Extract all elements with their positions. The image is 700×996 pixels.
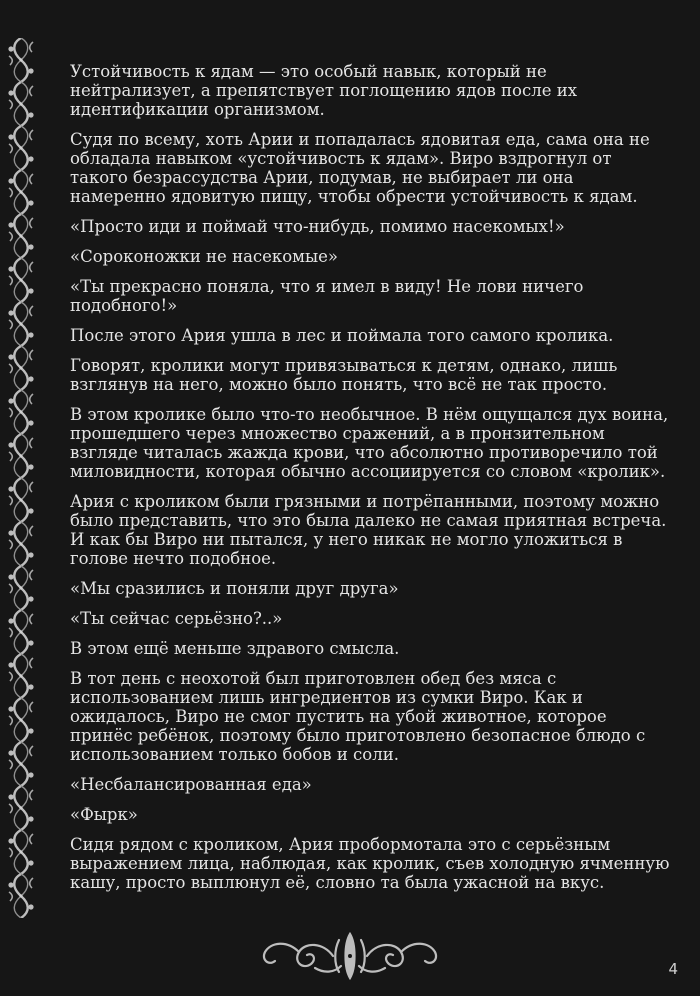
vine-segment-icon <box>8 82 33 126</box>
vine-segment-icon <box>8 390 33 434</box>
paragraph: Сидя рядом с кроликом, Ария пробормотала это с серьёзным выражением лица, наблюдая, как кролик, съев холодную ячменную кашу, просто выплюнул её, словно та была ужасной на вкус. <box>70 835 670 892</box>
paragraph: «Фырк» <box>70 805 138 824</box>
vine-segment-icon <box>8 126 33 170</box>
paragraph: Ария с кроликом были грязными и потрёпанными, поэтому можно было представить, что это была далеко не самая приятная встреча. И как бы Виро ни пытался, у него никак не могло уложиться в голове нечто подобное. <box>70 492 667 568</box>
paragraph: «Ты прекрасно поняла, что я имел в виду! Не лови ничего подобного!» <box>70 277 584 315</box>
paragraph: «Ты сейчас серьёзно?..» <box>70 609 283 628</box>
paragraph: После этого Ария ушла в лес и поймала того самого кролика. <box>70 326 614 345</box>
vine-segment-icon <box>8 214 33 258</box>
vine-segment-icon <box>8 786 33 830</box>
paragraph: «Несбалансированная еда» <box>70 775 312 794</box>
paragraph: Судя по всему, хоть Арии и попадалась ядовитая еда, сама она не обладала навыком «устойчивость к ядам». Виро вздрогнул от такого безрассудства Арии, подумав, не выбирает ли она намеренно ядовитую пищу, чтобы обрести устойчивость к ядам. <box>70 130 650 206</box>
vine-segment-icon <box>8 302 33 346</box>
vine-segment-icon <box>8 742 33 786</box>
vine-segment-icon <box>8 698 33 742</box>
text-body <box>70 62 670 903</box>
paragraph: В этом ещё меньше здравого смысла. <box>70 639 400 658</box>
vine-segment-icon <box>8 654 33 698</box>
paragraph: «Мы сразились и поняли друг друга» <box>70 579 399 598</box>
paragraph: В тот день с неохотой был приготовлен обед без мяса с использованием лишь ингредиентов из сумки Виро. Как и ожидалось, Виро не смог пустить на убой животное, которое принёс ребёнок, поэтому было приготовлено безопасное блюдо с использованием только бобов и соли. <box>70 669 646 764</box>
vine-segment-icon <box>8 170 33 214</box>
paragraph: Говорят, кролики могут привязываться к детям, однако, лишь взглянув на него, можно было понять, что всё не так просто. <box>70 356 618 394</box>
paragraph: «Сороконожки не насекомые» <box>70 247 338 266</box>
vine-segment-icon <box>8 566 33 610</box>
floral-vine-border-icon <box>6 38 36 918</box>
vine-segment-icon <box>8 610 33 654</box>
vine-segment-icon <box>8 874 33 918</box>
vine-segment-icon <box>8 830 33 874</box>
vine-segment-icon <box>8 522 33 566</box>
page-number: 4 <box>668 960 678 978</box>
paragraph: Устойчивость к ядам — это особый навык, который не нейтрализует, а препятствует поглощению ядов после их идентификации организмом. <box>70 62 578 119</box>
paragraph: В этом кролике было что-то необычное. В нём ощущался дух воина, прошедшего через множество сражений, а в пронзительном взгляде читалась жажда крови, что абсолютно противоречило той миловидности, которая обычно ассоциируется со словом «кролик». <box>70 405 669 481</box>
vine-segment-icon <box>8 258 33 302</box>
scroll-flourish-ornament-icon <box>255 928 445 984</box>
vine-segment-icon <box>8 478 33 522</box>
vine-segment-icon <box>8 38 33 82</box>
vine-segment-icon <box>8 346 33 390</box>
paragraph: «Просто иди и поймай что-нибудь, помимо насекомых!» <box>70 217 565 236</box>
vine-segment-icon <box>8 434 33 478</box>
